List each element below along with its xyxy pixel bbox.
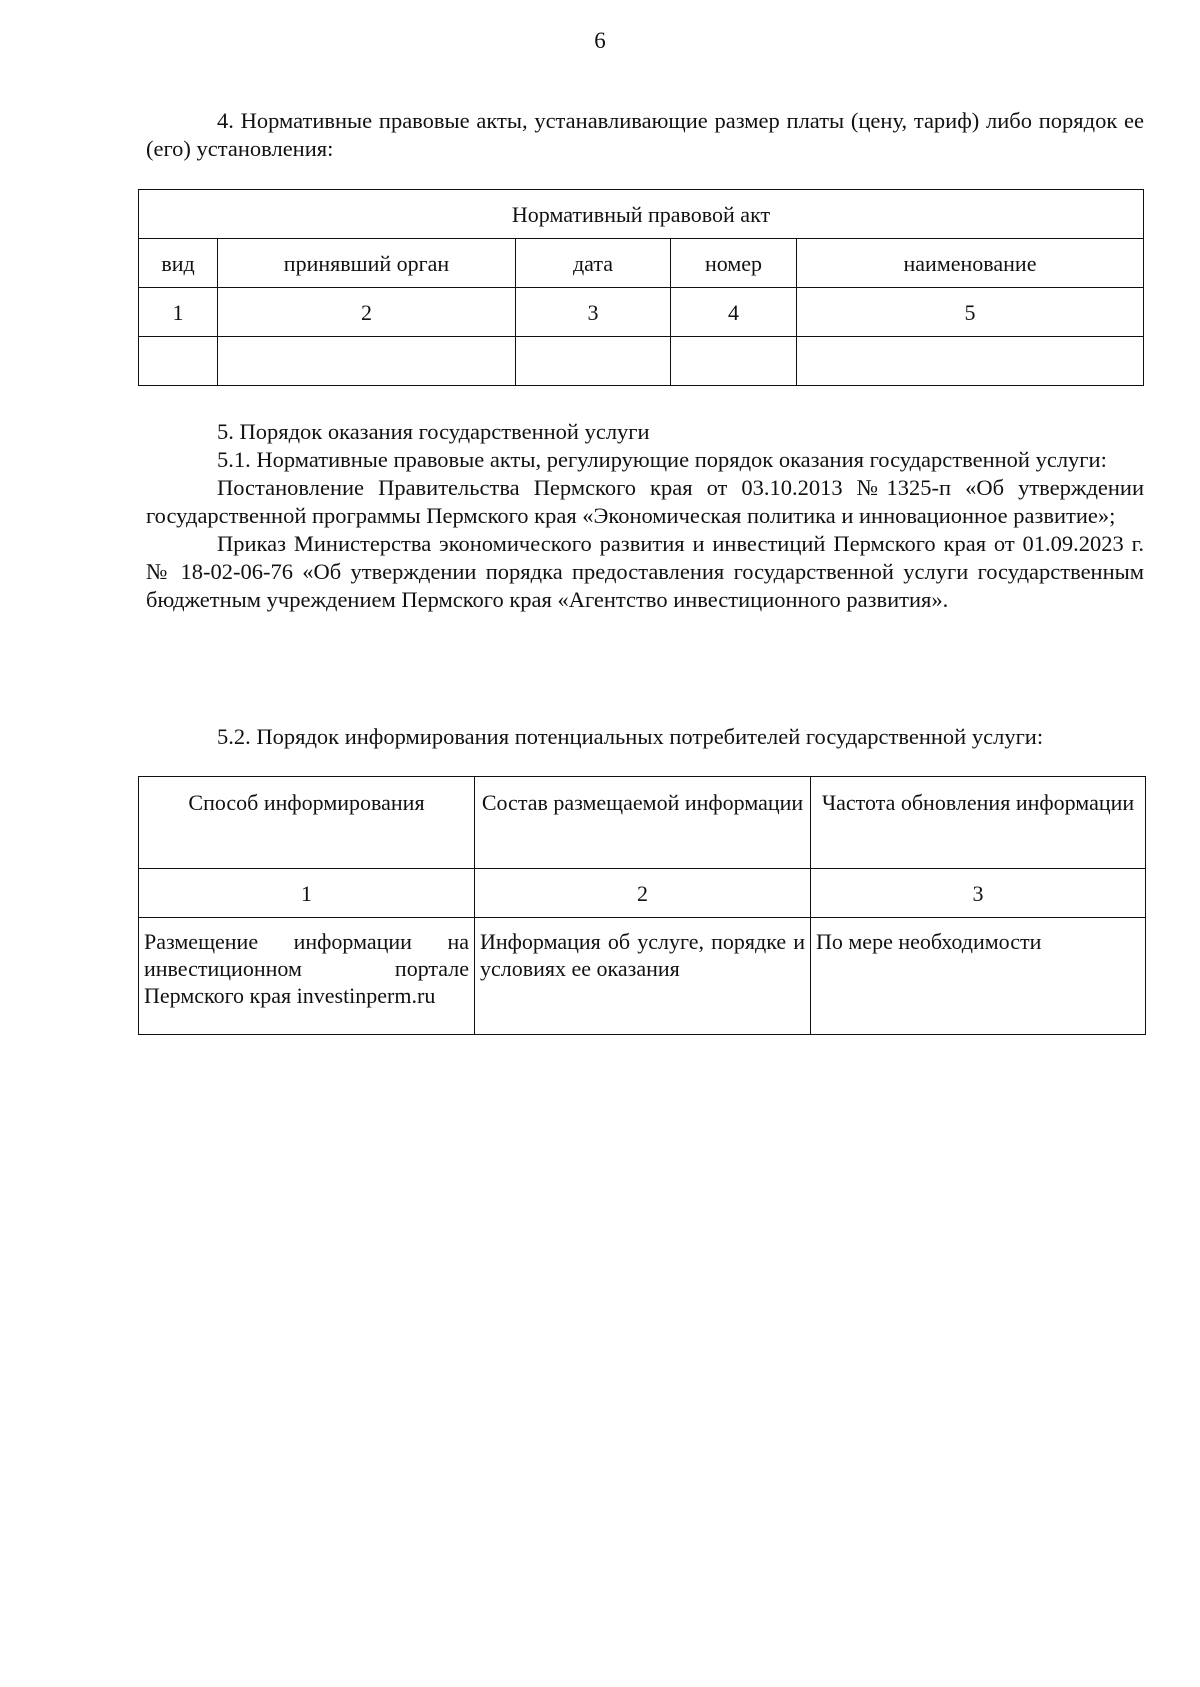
table-cell [671, 337, 797, 386]
column-header-type: вид [139, 239, 218, 288]
section-5-2 [146, 723, 1144, 751]
column-header-number: номер [671, 239, 797, 288]
table-cell-method: Размещение информации на инвестиционном портале Пермского края investinperm.ru [139, 918, 475, 1035]
section-5-1-text: 5.1. Нормативные правовые акты, регулирующие порядок оказания государственной услуги: [217, 447, 1107, 472]
column-header-authority: принявший орган [218, 239, 516, 288]
act-order-text: Приказ Министерства экономического развития и инвестиций Пермского края от 01.09.2023 г. № 18-02-06-76 «Об утверждении порядка предоставления государственной услуги государственным бюджетным учреждением Пермского края «Агентство инвестиционного развития». [146, 531, 1144, 612]
table-cell-frequency: По мере необходимости [811, 918, 1146, 1035]
column-numbers-row [139, 869, 1146, 918]
column-number: 2 [218, 288, 516, 337]
table-title: Нормативный правовой акт [139, 190, 1144, 239]
column-header-frequency: Частота обновления информации [811, 777, 1146, 869]
column-number: 5 [797, 288, 1144, 337]
column-number: 1 [139, 288, 218, 337]
information-table [138, 776, 1146, 1035]
column-number: 4 [671, 288, 797, 337]
table-cell [797, 337, 1144, 386]
section-4-paragraph [146, 107, 1144, 163]
table-cell [218, 337, 516, 386]
section-4-text: 4. Нормативные правовые акты, устанавливающие размер платы (цену, тариф) либо порядок ее (его) установления: [146, 108, 1144, 161]
column-number: 1 [139, 869, 475, 918]
act-resolution-text: Постановление Правительства Пермского края от 03.10.2013 №1325-п «Об утверждении государственной программы Пермского края «Экономическая политика и инновационное развитие»; [146, 475, 1144, 528]
column-number: 2 [475, 869, 811, 918]
table-cell-content: Информация об услуге, порядке и условиях ее оказания [475, 918, 811, 1035]
column-header-method: Способ информирования [139, 777, 475, 869]
table-cell [516, 337, 671, 386]
normative-acts-table [138, 189, 1144, 386]
column-numbers-row [139, 288, 1144, 337]
column-header-name: наименование [797, 239, 1144, 288]
table-row [139, 337, 1144, 386]
column-number: 3 [811, 869, 1146, 918]
page-number: 6 [594, 28, 606, 53]
column-number: 3 [516, 288, 671, 337]
section-5-heading: 5. Порядок оказания государственной услуги [217, 419, 650, 444]
section-5 [146, 418, 1144, 614]
table-cell [139, 337, 218, 386]
column-header-content: Состав размещаемой информации [475, 777, 811, 869]
table-row [139, 918, 1146, 1035]
table-header-row [139, 239, 1144, 288]
column-header-date: дата [516, 239, 671, 288]
section-5-2-text: 5.2. Порядок информирования потенциальных потребителей государственной услуги: [217, 724, 1044, 749]
table-header-row [139, 777, 1146, 869]
table-title-row [139, 190, 1144, 239]
